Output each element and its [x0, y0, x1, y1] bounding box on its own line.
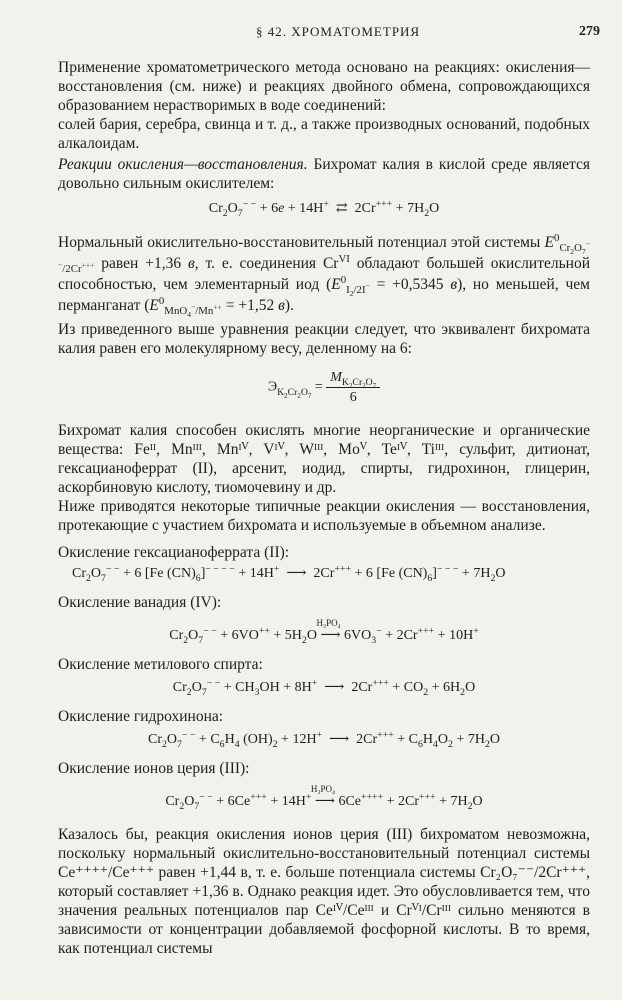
- equation-vanadium: $Cr_2O_7^{- -} + 6VO^{++} + 5H_2O$ H₃PO₄ ⟶ $6VO_3^- + 2Cr^{+++} + 10H^+$: [169, 618, 479, 646]
- running-header: [0, 24, 622, 46]
- equation-dichromate-half: $Cr_2O_7^{- -} + 6e + 14H^+$ ⇄ $2Cr^{+++} + 7H_2O$: [208, 198, 440, 219]
- redox-intro-text: Бихромат калия в кислой среде является довольно сильным окислителем:: [58, 156, 590, 192]
- page-body: [58, 58, 590, 958]
- paragraph-potential: Нормальный окислительно-восстановительный потенциал этой системы $E^0_{Cr_2O_7^{- -}/2Cr^{+++}}$ равен +1,36 в, т. е. соединения $Cr^{VI}$ обладают большей окислительной способностью, чем элементарный иод ($E^0_{I_2/2I^-} = +0,5345$ в), но меньшей, чем перманганат ($E^0_{MnO_4^-/Mn^{++}} = +1,52$ в).: [58, 231, 590, 320]
- paragraph-typical: Ниже приводятся некоторые типичные реакции окисления — восстановления, протекающие с участием бихромата и используемые в объемном анализе.: [58, 498, 590, 534]
- catalyst-arrow: H₃PO₄ ⟶: [316, 618, 341, 643]
- equation-equivalent: $Э_{K_2Cr_2O_7}$ = $\frac{M_{K_2Cr_2O_7}}{6}$: [58, 368, 590, 407]
- paragraph-cerium-discussion: Казалось бы, реакция окисления ионов церия (III) бихроматом невозможна, поскольку нормальный окислительно-восстановительный потенциал системы Ce⁺⁺⁺⁺/Ce⁺⁺⁺ равен +1,44 в, т. е. больше потенциала системы Cr₂O₇⁻⁻/2Cr⁺⁺⁺, который составляет +1,36 в. Однако реакция идет. Это обусловливается тем, что значения реальных потенциалов пар Ceᴵⱽ/Ceᴵᴵᴵ и Crⱽᴵ/Crᴵᴵᴵ сильно меняются в зависимости от концентрации добавляемой фосфорной кислоты. В то время, как потенциал системы: [58, 826, 590, 957]
- section-label-ferrocyanide: Окисление гексацианоферрата (II):: [58, 544, 290, 561]
- section-label-vanadium: Окисление ванадия (IV):: [58, 594, 222, 611]
- equation-hydroquinone: $Cr_2O_7^{- -} + C_6H_4$ $(OH)_2 + 12H^+$ ⟶ $2Cr^{+++} + C_6H_4O_2 + 7H_2O$: [147, 729, 500, 750]
- section-label-cerium: Окисление ионов церия (III):: [58, 760, 250, 777]
- paragraph-intro: Применение хроматометрического метода основано на реакциях: окисления—восстановления (см. ниже) и реакциях двойного обмена, сопровождающихся образованием нерастворимых в воде соединений:: [58, 59, 590, 114]
- catalyst-arrow: H₃PO₄ ⟶: [310, 784, 336, 809]
- section-label-methanol: Окисление метилового спирта:: [58, 656, 263, 673]
- paragraph-equivalent: Из приведенного выше уравнения реакции следует, что эквивалент бихромата калия равен его молекулярному весу, деленному на 6:: [58, 321, 590, 357]
- equation-cerium: $Cr_2O_7^{- -} + 6Ce^{+++} + 14H^+$ H₃PO₄ ⟶ $6Ce^{++++} + 2Cr^{+++} + 7H_2O$: [165, 784, 483, 812]
- redox-heading: Реакции окисления—восстановления.: [58, 156, 308, 173]
- paragraph-salts: солей бария, серебра, свинца и т. д., а также производных оснований, подобных алкалоидам.: [58, 116, 590, 152]
- page-number: 279: [579, 24, 600, 39]
- fraction: $\frac{M_{K_2Cr_2O_7}}{6}$: [326, 368, 380, 407]
- equation-ferrocyanide: $Cr_2O_7^{- -} + 6$ [Fe $(CN)_6]^{- - - -} + 14H^+$ ⟶ 2Cr+++ + 6 [Fe $(CN)_6]^{- - -} + 7H_2O$: [72, 563, 506, 584]
- section-title: § 42. ХРОМАТОМЕТРИЯ: [256, 24, 421, 39]
- section-label-hydroquinone: Окисление гидрохинона:: [58, 708, 224, 725]
- paragraph-redox-intro: [58, 155, 590, 193]
- paragraph-oxidizable: Бихромат калия способен окислять многие неорганические и органические вещества: Feᴵᴵ, Mnᴵᴵᴵ, Mnᴵⱽ, Vᴵⱽ, Wᴵᴵᴵ, Moⱽ, Teᴵⱽ, Tiᴵᴵᴵ, сульфит, дитионат, гексацианоферрат (II), арсенит, иодид, спирты, гидрохинон, глицерин, аскорбиновую кислоту, тиомочевину и др.: [58, 422, 590, 496]
- equation-methanol: $Cr_2O_7^{- -} + CH_3OH + 8H^+$ ⟶ $2Cr^{+++} + CO_2 + 6H_2O$: [172, 677, 476, 698]
